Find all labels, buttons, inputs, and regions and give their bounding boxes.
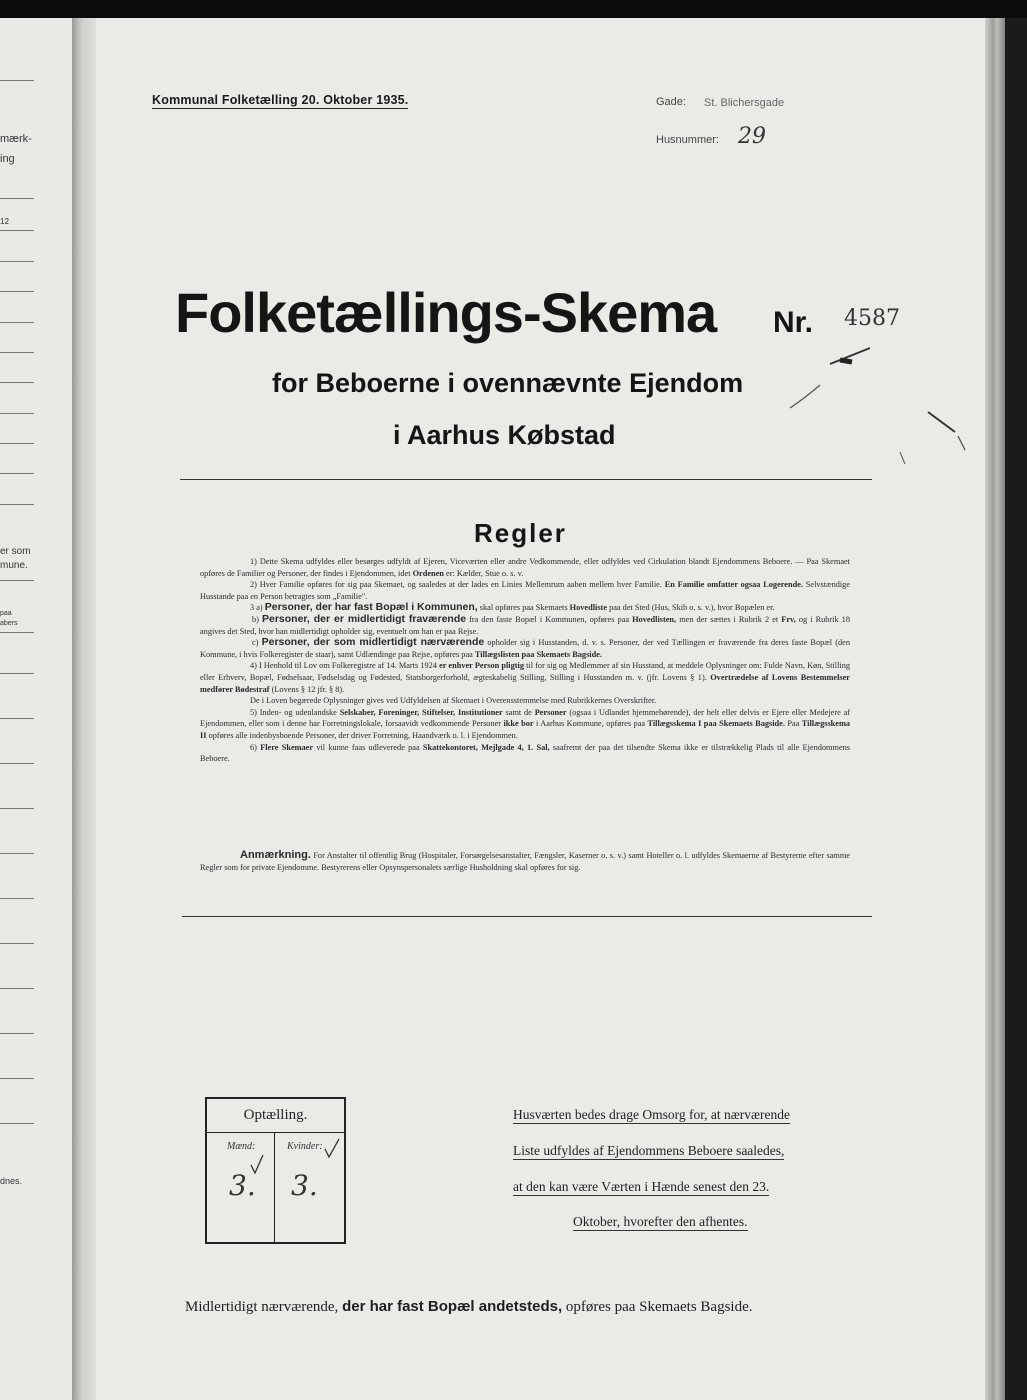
- left-text: mune.: [0, 560, 28, 571]
- left-text: abers: [0, 620, 18, 627]
- form-location: i Aarhus Købstad: [393, 420, 616, 450]
- rule-1: 1) Dette Skema udfyldes eller besørges udfyldt af Ejeren, Viceværten eller andre Vedkommende, eller udfyldes ved Cirkulation blandt Ejendommens Beboere. — Paa Skemaet opføres de Familier og Personer, der findes i Ejendommen, idet Ordenen er: Kælder, Stue o. s. v.: [200, 557, 850, 578]
- form-title: Folketællings-Skema: [175, 281, 717, 344]
- footer-note: Midlertidigt nærværende, der har fast Bopæl andetsteds, opføres paa Skemaets Bagside.: [185, 1298, 753, 1315]
- left-rule: [0, 898, 34, 899]
- pencil-marks: [780, 340, 1020, 480]
- scan-border: [1005, 18, 1027, 1400]
- left-rule: [0, 988, 34, 989]
- left-text: paa: [0, 610, 12, 617]
- women-label: Kvinder:: [287, 1141, 323, 1152]
- left-text: 12: [0, 217, 9, 226]
- rule-4b: De i Loven begærede Oplysninger gives ved Udfyldelsen af Skemaet i Overensstemmelse med Rubrikkernes Overskrifter.: [250, 696, 657, 706]
- rule-6: 6) Flere Skemaer vil kunne faas udleverede paa Skattekontoret, Mejlgade 4, 1. Sal, saafremt der paa det tilsendte Skema ikke er tilstrækkelig Plads til alle Ejendommens Beboere.: [200, 742, 851, 764]
- left-rule: [0, 763, 34, 764]
- street-label: Gade:: [656, 96, 686, 108]
- note-text: [200, 850, 850, 873]
- left-rule: [0, 1123, 34, 1124]
- left-rule: [0, 291, 34, 292]
- rules-heading: Regler: [474, 518, 567, 548]
- left-rule: [0, 230, 34, 231]
- rule-2: 2) Hver Familie opføres for sig paa Skemaet, og saaledes at der lades en Linies Mellemrum aaben mellem hver Familie. En Familie omfatter ogsaa Logerende. Selvstændige Husstande paa en Person betragtes som „Familie".: [200, 580, 851, 601]
- note-heading: Anmærkning.: [240, 849, 311, 861]
- notice-line: Liste udfyldes af Ejendommens Beboere saaledes,: [513, 1143, 785, 1158]
- left-rule: [0, 1033, 34, 1034]
- check-marks: [207, 1133, 344, 1203]
- rule-4: 4) I Henhold til Lov om Folkeregistre af 14. Marts 1924 er enhver Person pligtig til for sig og Medlemmer af sin Husstand, at meddele Oplysninger om: Fulde Navn, Køn, Stilling eller Erhverv, Bopæl, Fødselsaar, Fødselsdag og Fødested, Statsborgerforhold, ægteskabelig Stilling, Stilling i Husstanden m. v. (jfr. Lovens § 1). Overtrædelse af Lovens Bestemmelser medfører Bødestraf (Lovens § 12 jfr. § 8).: [200, 661, 851, 694]
- men-count: 3.: [229, 1169, 256, 1202]
- left-rule: [0, 580, 34, 581]
- left-rule: [0, 673, 34, 674]
- page-edge: [985, 18, 1005, 1400]
- notice-line: Oktober, hvorefter den afhentes.: [573, 1214, 748, 1229]
- left-rule: [0, 413, 34, 414]
- left-rule: [0, 443, 34, 444]
- house-number-label: Husnummer:: [656, 134, 719, 146]
- count-title: Optælling.: [243, 1107, 308, 1123]
- left-rule: [0, 504, 34, 505]
- left-rule: [0, 1078, 34, 1079]
- left-rule: [0, 198, 34, 199]
- count-box: [205, 1097, 346, 1244]
- rule-3a: 3 a) Personer, der har fast Bopæl i Kommunen, skal opføres paa Skemaets Hovedliste paa det Sted (Hus, Skib o. s. v.), hvor Bopælen er.: [250, 601, 775, 614]
- men-label: Mænd:: [227, 1141, 256, 1152]
- left-rule: [0, 808, 34, 809]
- census-header-title: Kommunal Folketælling 20. Oktober 1935.: [152, 93, 409, 107]
- house-number-value: 29: [738, 124, 766, 149]
- left-rule: [0, 382, 34, 383]
- divider-line: [182, 916, 872, 917]
- left-rule: [0, 718, 34, 719]
- left-rule: [0, 632, 34, 633]
- notice-line: Husværten bedes drage Omsorg for, at nærværende: [513, 1107, 791, 1122]
- left-text: er som: [0, 546, 31, 557]
- left-text: dnes.: [0, 1176, 23, 1186]
- left-text: mærk-: [0, 133, 32, 145]
- form-number-stamp: 4587: [844, 306, 900, 331]
- rule-3b: b) Personer, der er midlertidigt fraværende fra den faste Bopæl i Kommunen, opføres paa Hovedlisten, men der sættes i Rubrik 2 et Frv, og i Rubrik 18 angives det Sted, hvor han midlertidigt opholder sig, eventuelt om han er paa Rejse.: [200, 612, 850, 636]
- left-rule: [0, 473, 34, 474]
- left-rule: [0, 853, 34, 854]
- left-text: ing: [0, 153, 15, 165]
- women-count: 3.: [291, 1169, 318, 1202]
- left-rule: [0, 80, 34, 81]
- rule-3c: c) Personer, der som midlertidigt nærværende opholder sig i Husstanden, d. v. s. Personer, der ved Tællingen er fraværende fra deres faste Bopæl (den Kommune, i hvis Folkeregister de staar), samt Udlændinge paa Rejse, opføres paa Tillægslisten paa Skemaets Bagside.: [200, 636, 851, 659]
- rules-text: [200, 556, 850, 765]
- street-value: St. Blichersgade: [704, 97, 785, 109]
- notice-line: at den kan være Værten i Hænde senest den 23.: [513, 1179, 770, 1194]
- note-body: For Anstalter til offentlig Brug (Hospitaler, Forsørgelsesanstalter, Fængsler, Kaserner o. s. v.) samt Hoteller o. l. udfyldes Skemaerne af Bestyrerne efter samme Regler som for private Ejendomme. Bestyrerens eller Opsynspersonalets særlige Husholdning skal opføres for sig.: [200, 851, 850, 872]
- form-number-label: Nr.: [773, 306, 814, 339]
- left-rule: [0, 261, 34, 262]
- left-rule: [0, 352, 34, 353]
- form-subtitle: for Beboerne i ovennævnte Ejendom: [272, 368, 744, 398]
- divider-line: [180, 479, 872, 480]
- count-table: [207, 1132, 344, 1243]
- rule-5: 5) Inden- og udenlandske Selskaber, Foreninger, Stiftelser, Institutioner samt de Personer (ogsaa i Udlandet hjemmehørende), der helt eller delvis er Ejere eller Medejere af Ejendommen, eller som i denne har Forretningslokale, forsaavidt vedkommende Personer ikke bor i Aarhus Kommune, opføres paa Tillægsskema I paa Skemaets Bagside. Paa Tillægsskema II opføres alle indenbysboende Personer, der driver Forretning, Haandværk o. l. i Ejendommen.: [200, 707, 851, 740]
- left-rule: [0, 943, 34, 944]
- left-rule: [0, 322, 34, 323]
- left-page-strip: [0, 18, 78, 1400]
